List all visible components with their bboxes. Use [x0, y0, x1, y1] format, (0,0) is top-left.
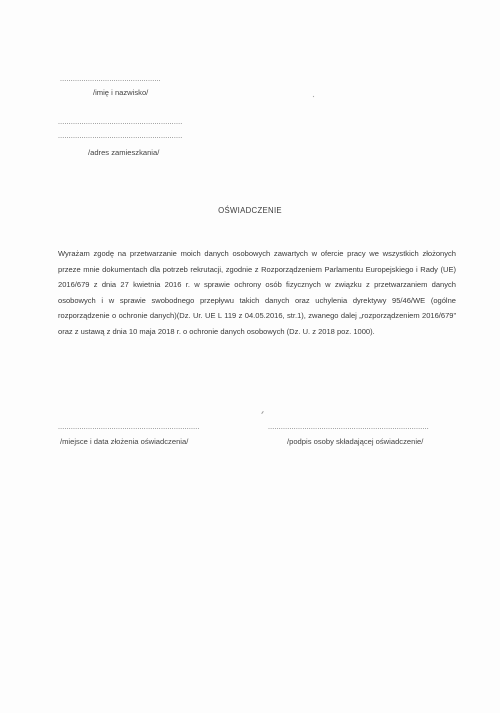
signature-dots: ........................................................................... — [268, 424, 429, 431]
address-field-dots-2: .......................................................... — [58, 133, 183, 140]
consent-statement: Wyrażam zgodę na przetwarzanie moich danych osobowych zawartych w ofercie pracy we wszystkich złożonych przeze mnie dokumentach dla potrzeb rekrutacji, zgodnie z Rozporządzeniem Parlamentu Europejskiego i Rady (UE) 2016/679 z dnia 27 kwietnia 2016 r. w sprawie ochrony osób fizycznych w związku z przetwarzaniem danych osobowych i w sprawie swobodnego przepływu takich danych oraz uchylenia dyrektywy 95/46/WE (ogólne rozporządzenie o ochronie danych)(Dz. Ur. UE L 119 z 04.05.2016, str.1), zwanego dalej „rozporządzeniem 2016/679” oraz z ustawą z dnia 10 maja 2018 r. o ochronie danych osobowych (Dz. U. z 2018 poz. 1000). — [58, 249, 456, 336]
address-field-dots-1: .......................................................... — [58, 119, 183, 126]
name-field-dots: ............................................... — [60, 76, 161, 83]
name-field-label: /imię i nazwisko/ — [93, 88, 149, 97]
scan-speck-mark — [313, 96, 314, 97]
place-date-dots: .................................................................. — [58, 424, 200, 431]
signature-label: /podpis osoby składającej oświadczenie/ — [287, 437, 424, 446]
address-field-label: /adres zamieszkania/ — [88, 148, 160, 157]
scan-speck-mark — [261, 411, 264, 414]
document-title: OŚWIADCZENIE — [218, 206, 282, 215]
place-date-label: /miejsce i data złożenia oświadczenia/ — [60, 437, 189, 446]
